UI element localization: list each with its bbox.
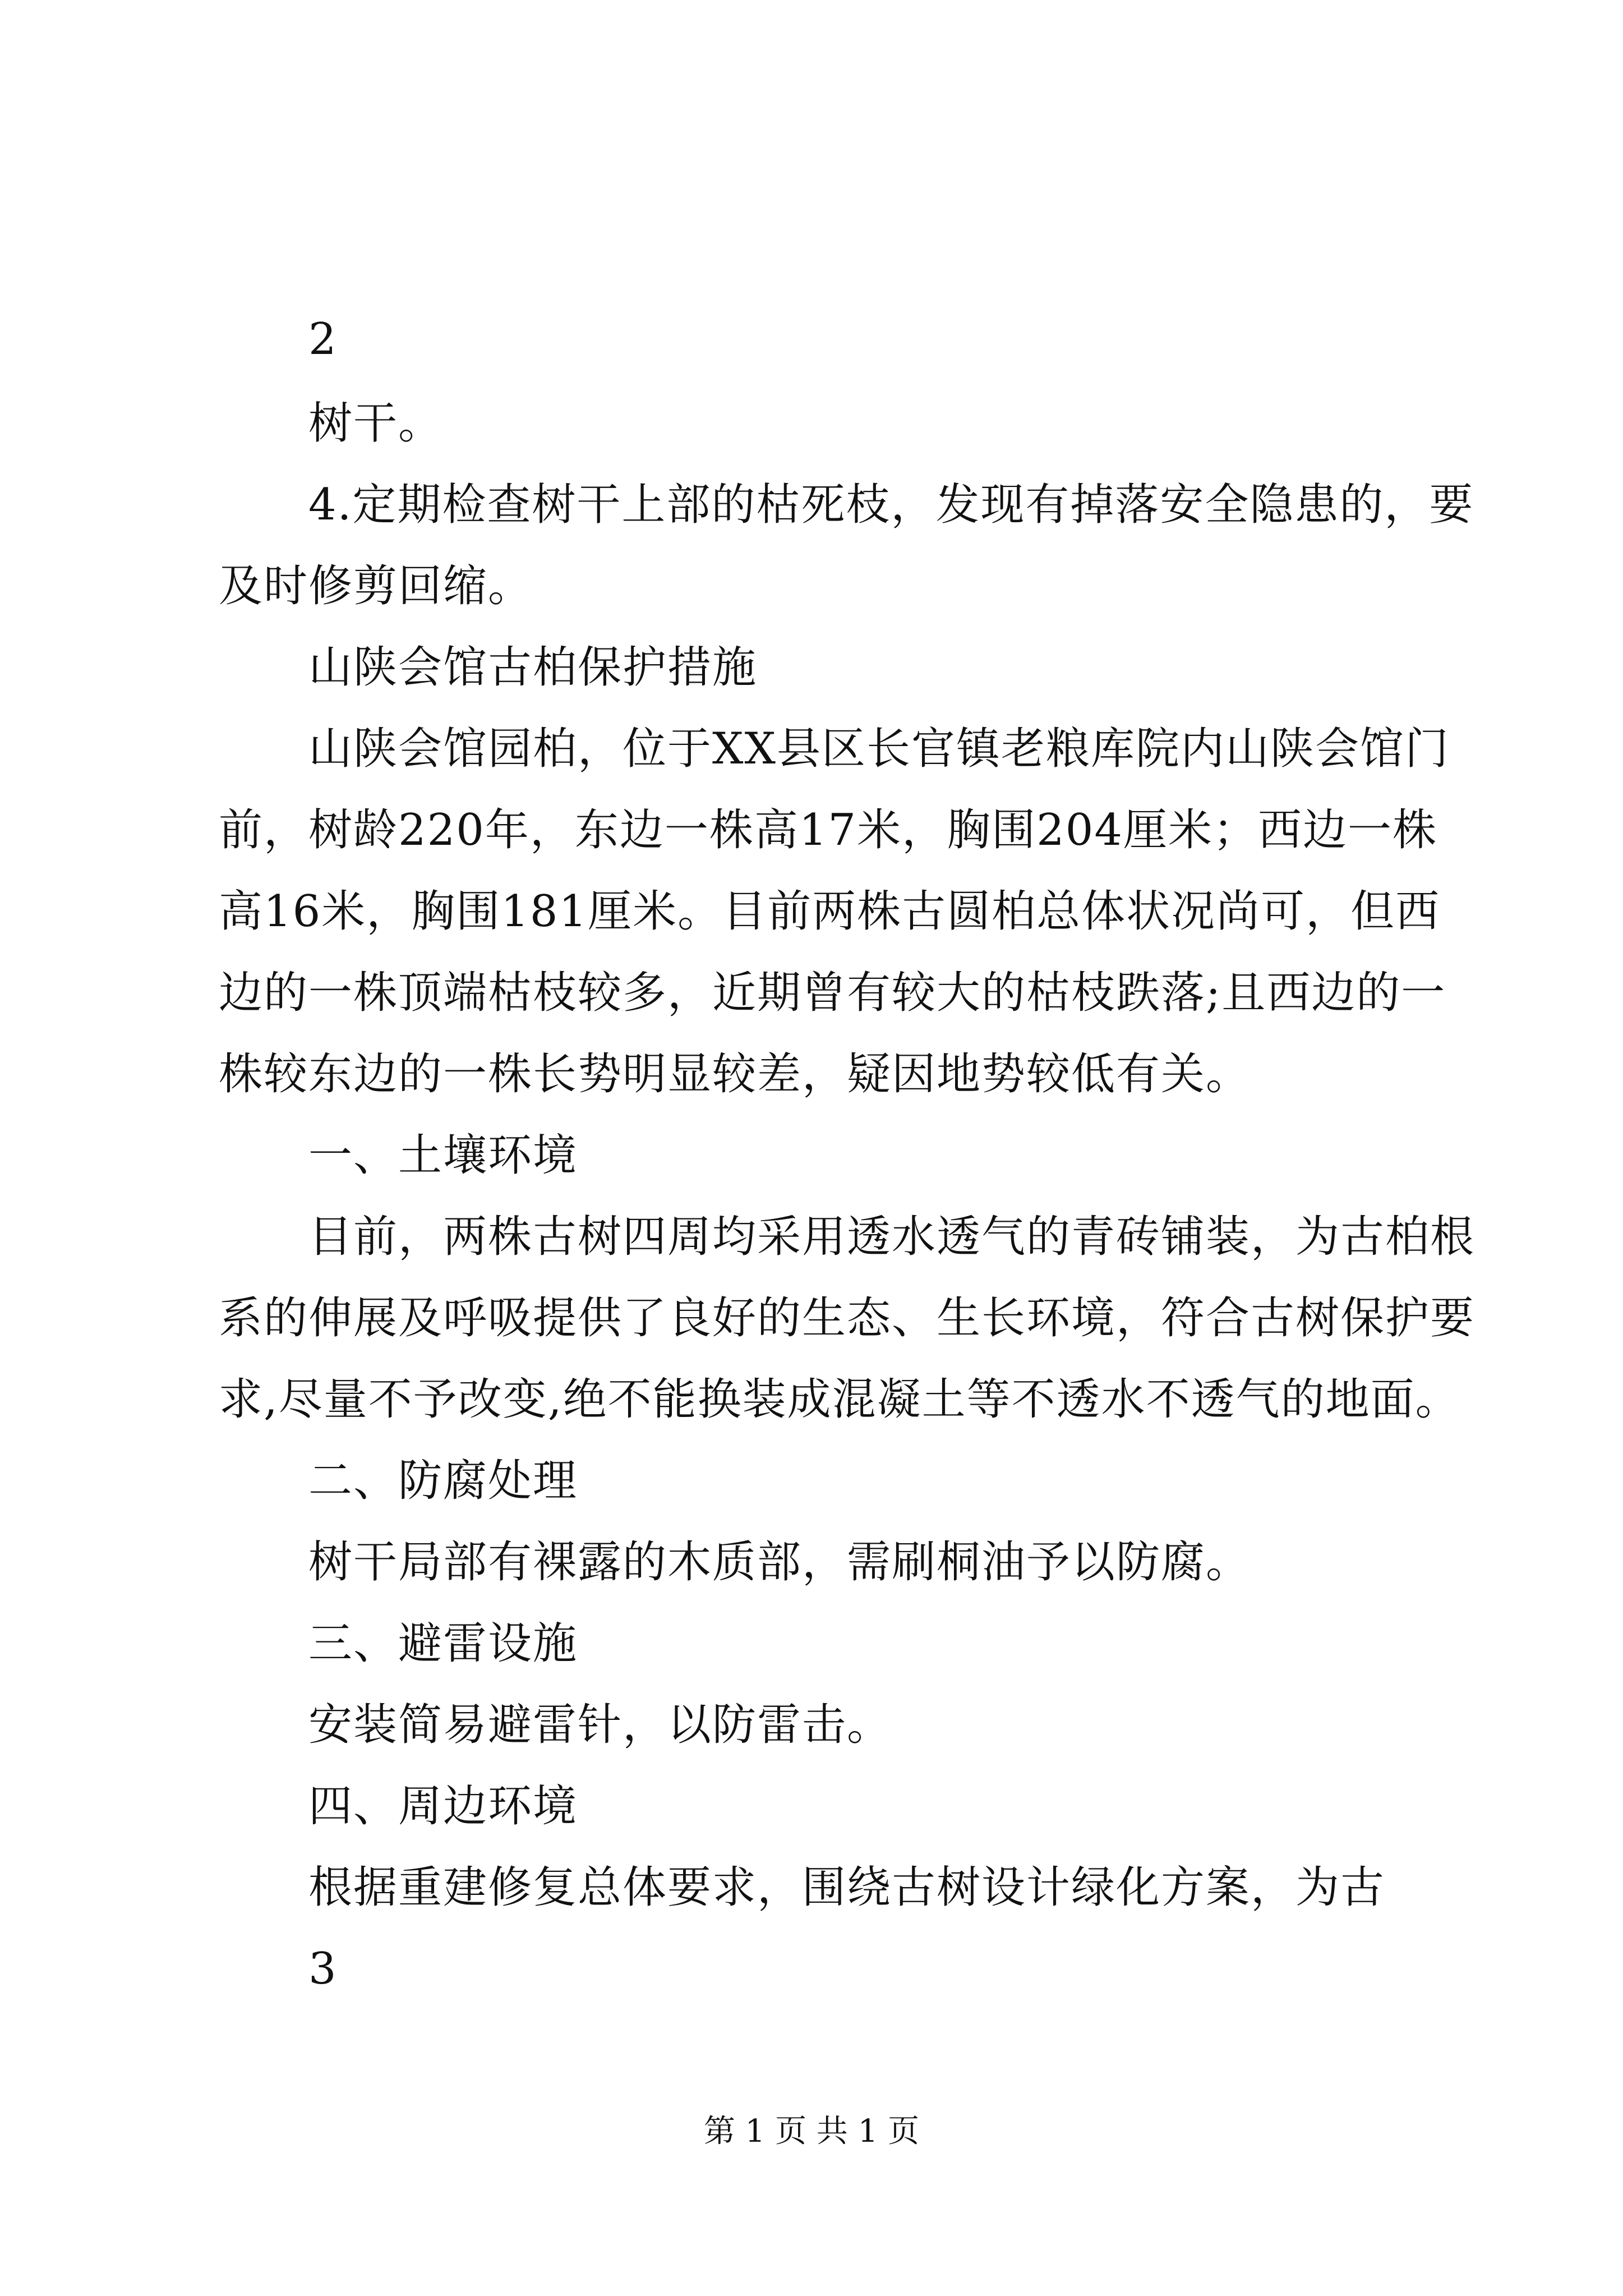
text-line: 根据重建修复总体要求，围绕古树设计绿化方案，为古 xyxy=(308,1862,1386,1913)
text-line: 树干。 xyxy=(308,398,444,449)
page-marker-top: 2 xyxy=(308,314,338,365)
text-line: 株较东边的一株长势明显较差，疑因地势较低有关。 xyxy=(219,1049,1251,1099)
section-heading: 三、避雷设施 xyxy=(308,1618,578,1669)
text-line: 求,尽量不予改变,绝不能换装成混凝土等不透水不透气的地面。 xyxy=(219,1374,1460,1425)
section-heading: 一、土壤环境 xyxy=(308,1130,578,1181)
text-line: 系的伸展及呼吸提供了良好的生态、生长环境，符合古树保护要 xyxy=(219,1293,1476,1343)
text-line: 目前，两株古树四周均采用透水透气的青砖铺装，为古柏根 xyxy=(308,1212,1476,1262)
text-line: 安装简易避雷针，以防雷击。 xyxy=(308,1700,892,1750)
page-footer: 第 1 页 共 1 页 xyxy=(703,2113,920,2150)
text-line: 及时修剪回缩。 xyxy=(219,561,533,611)
page-marker-bottom: 3 xyxy=(308,1944,338,1994)
text-line: 4.定期检查树干上部的枯死枝，发现有掉落安全隐患的，要 xyxy=(308,480,1474,530)
text-line: 山陕会馆园柏，位于XX县区长官镇老粮库院内山陕会馆门 xyxy=(308,724,1450,774)
text-line: 树干局部有裸露的木质部，需刷桐油予以防腐。 xyxy=(308,1537,1251,1588)
text-line: 边的一株顶端枯枝较多，近期曾有较大的枯枝跌落;且西边的一 xyxy=(219,968,1446,1018)
section-heading: 四、周边环境 xyxy=(308,1781,578,1832)
text-line: 高16米，胸围181厘米。目前两株古圆柏总体状况尚可，但西 xyxy=(219,886,1441,937)
section-heading: 二、防腐处理 xyxy=(308,1456,578,1506)
section-heading: 山陕会馆古柏保护措施 xyxy=(308,642,758,693)
text-line: 前，树龄220年，东边一株高17米，胸围204厘米；西边一株 xyxy=(219,805,1438,855)
